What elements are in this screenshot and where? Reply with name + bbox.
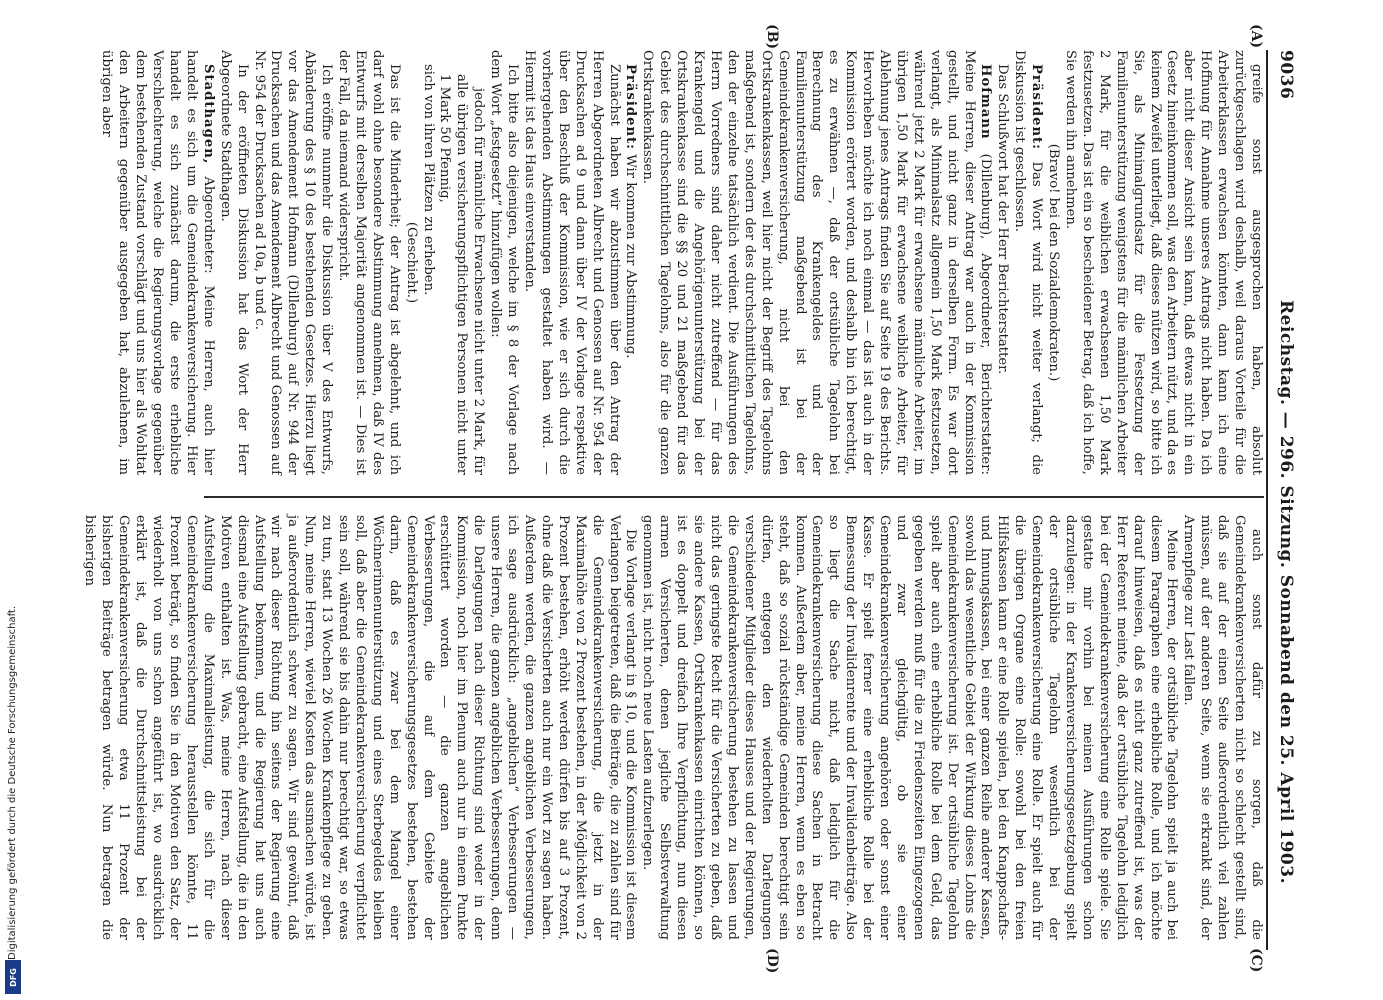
header-rule <box>1266 50 1268 950</box>
paragraph: Das ist die Minderheit; der Antrag ist abgelehnt, und ich darf wohl ohne besondere Abstimmung annehmen, daß IV des Entwurfs mit derselben Majorität angenommen ist. — Dies ist der Fall, da niemand widerspricht. <box>336 50 402 475</box>
right-column <box>82 515 1264 940</box>
margin-marker-b: (B) <box>764 24 780 50</box>
paragraph: Ich bitte also diejenigen, welche im § 8 der Vorlage nach dem Wort „festgesetzt“ hinzufügen wollen: <box>488 50 521 475</box>
paragraph: Zunächst haben wir abzustimmen über den Antrag der Herren Abgeordneten Albrecht und Genossen auf Nr. 954 der Drucksachen ad 9 und dann über IV der Vorlage respektive über den Beschluß der Kommission, wie er sich durch die vorhergehenden Abstimmungen gestaltet haben wird. — Hiermit ist das Haus einverstanden. <box>522 50 622 475</box>
paragraph: Die Vorlage verlangt in § 10, und die Kommission ist diesem Verlangen beigetreten, daß die Beiträge, die zu zahlen sind für die Gemeindekrankenversicherung, die jetzt in der Maximalhöhe von 2 Prozent bestehen, in der Möglichkeit von 2 Prozent bestehen, erhöht werden dürfen bis auf 3 Prozent, ohne daß die Versicherten auch nur ein Wort zu sagen haben. Außerdem werden, die ganzen angeblichen Verbesserungen, ich sage ausdrücklich: „angeblichen“ Verbesserungen — unsere Herren, die ganzen angeblichen Verbesserungen, denn die Darlegungen nach dieser Richtung sind weder in der Kommission, noch hier im Plenum auch nur in einem Punkte erschüttert worden — die ganzen angeblichen Verbesserungen, die auf dem Gebiete der Gemeindekrankenversicherungsgesetzes bestehen, bestehen darin, daß es zwar bei dem Mangel einer Wöchnerinnenunterstützung und eines Sterbegeldes bleiben soll, daß aber die Gemeindekrankenversicherung verpflichtet sein soll, während sie bis dahin nur berechtigt war, so etwas zu tun, statt 13 Wochen 26 Wochen Krankenpflege zu geben. Nun, meine Herren, wieviel Kosten das ausmachen würde, ist ja außerordentlich schwer zu sagen. Wir sind gewöhnt, daß wir nach dieser Richtung hin seitens der Regierung eine Aufstellung bekommen, und die Regierung hat uns auch diesmal eine Aufstellung gebracht, eine Aufstellung, die in den Motiven enthalten ist. Was, meine Herren, nach dieser Aufstellung die Maximalleistung, die sich für die Gemeindekrankenversicherung herausstellen könnte, 11 Prozent beträgt, so finden Sie in den Motiven den Satz, der wiederholt von uns schon angeführt ist, wo ausdrücklich erklärt ist, daß die Durchschnittsleistung bei der Gemeindekrankenversicherung etwa 11 Prozent der bisherigen Beiträge betragen würde. Nun betragen die bisherigen <box>82 515 639 940</box>
paragraph <box>97 50 215 475</box>
procedural-note: (Geschieht.) <box>403 221 419 304</box>
digitization-sidebar <box>5 0 21 1000</box>
speech-text: Abgeordneter: Meine Herren, auch hier handelt es sich um die Gemeindekrankenversicherung. Hier handelt es sich zunächst darum, die erste erhebliche Verschlechterung, welche die Regierungsvorlage gegenüber dem bestehenden Zustand vorschlägt und uns hier als Wohltat den Arbeitern gegenüber ausgegeben hat, abzulehnen, im übrigen aber <box>99 50 216 475</box>
speaker-name: Hofmann <box>978 64 994 140</box>
applause-note: (Bravo! bei den Sozialdemokraten.) <box>1046 143 1062 382</box>
speech-text: (Dillenburg), Abgeordneter, Berichterstatter: Meine Herren, dieser Antrag war auch in der Kommission gestellt, und nicht ganz in derselben Form. Es war dort verlangt, als Minimalsatz allgemein 1,50 Mark festzusetzen, während jetzt 2 Mark für erwachsene männliche Arbeiter, im übrigen 1,50 Mark für erwachsene weibliche Arbeiter, für Ablehnung jenes Antrags finden Sie auf Seite 19 des Berichts. Hervorheben möchte ich noch einmal — das ist auch in der Kommission erörtert worden, und deshalb bin ich berechtigt, es zu erwähnen —, daß der ortsübliche Tagelohn bei Berechnung des Krankengeldes und der Familienunterstützung maßgebend ist bei der Gemeindekrankenversicherung, nicht bei den Ortskrankenkassen, weil hier nicht der Begriff des Tagelohns maßgebend ist, sondern der des durchschnittlichen Tagelohns, den der einzelne tatsächlich verdient. Die Ausführungen des Herrn Vorredners sind daher nicht zutreffend — für das Krankengeld und die Angehörigenunterstützung bei der Ortskrankenkasse sind die §§ 20 und 21 maßgebend für das Gebiet des durchschnittlichen Tagelohns, also für die ganzen Ortskrankenkassen. <box>640 50 994 475</box>
funding-credit: Digitalisierung gefördert durch die Deutsche Forschungsgemeinschaft. <box>7 605 18 960</box>
speech-text: Das Wort wird nicht weiter verlangt; die Diskussion ist geschlossen. <box>1012 50 1045 475</box>
margin-marker-d: (D) <box>764 948 780 974</box>
paragraph: Ich eröffne nunmehr die Diskussion über V des Entwurfs, Abänderung des § 10 des bestehenden Gesetzes. Hierzu liegt vor das Amendement Hofmann (Dillenburg) auf Nr. 944 der Drucksachen und das Amendement Albrecht und Genossen auf Nr. 954 der Drucksachen ad 10a, b und c. <box>251 50 335 475</box>
margin-marker-a: (A) <box>1248 24 1264 49</box>
document-page <box>80 24 1300 974</box>
paragraph: In der eröffneten Diskussion hat das Wort der Herr Abgeordnete Stadthagen. <box>217 50 250 475</box>
speaker-name: Präsident: <box>1029 64 1045 151</box>
paragraph <box>1010 50 1044 475</box>
speaker-name: Präsident: <box>623 64 639 151</box>
speaker-name: Stadthagen, <box>200 64 216 165</box>
speech-text: Wir kommen zur Abstimmung. <box>623 154 639 359</box>
margin-marker-c: (C) <box>1248 948 1264 973</box>
paragraph <box>638 50 993 475</box>
paragraph: greife sonst ausgesprochen haben, absolut zurückgeschlagen wird deshalb, weil daraus Vorteile für die Arbeiterklassen erwachsen könnten, dann kann ich eine Hoffnung für Annahme unseres Antrags nicht haben. Da ich aber nicht dieser Ansicht sein kann, daß etwas nicht in ein Gesetz hineinkommen soll, was den Arbeitern nützt, und da es keinem Zweifel unterliegt, daß dieses nützen wird, so bitte ich Sie, als Minimalgrundsatz für die Festsetzung der Familienunterstützung wenigstens für die männlichen Arbeiter 2 Mark, für die weiblichen erwachsenen 1,50 Mark festzusetzen. Das ist ein so bescheidener Betrag, daß ich hoffe, Sie werden ihn annehmen. <box>1063 50 1264 475</box>
paragraph: Meine Herren, der ortsübliche Tagelohn spielt ja auch bei diesem Paragraphen eine erhebliche Rolle, und ich möchte darauf hinweisen, daß es nicht ganz zutreffend ist, was der Herr Referent meinte, daß der ortsübliche Tagelohn lediglich bei der Gemeindekrankenversicherung eine Rolle spiele. Sie gestatte mir vorhin bei meinen Ausführungen schon darzulegen: in der Krankenversicherungsgesetzgebung spielt der ortsübliche Tagelohn wesentlich bei der Gemeindekrankenversicherung eine Rolle. Er spielt auch für die übrigen Organe eine Rolle: sowohl bei den freien Hilfskassen kann er eine Rolle spielen, bei den Knappschafts- und Innungskassen, bei einer ganzen Reihe anderer Kassen, sowohl das wesentliche Gebiet der Wirkung dieses Lohns die Gemeindekrankenversicherung ist. Der ortsübliche Tagelohn spielt aber auch eine erhebliche Rolle bei dem Geld, das gegeben werden muß für die zu Friedenszeiten Eingezogenen und zwar gleichgültig, ob sie einer Gemeindekrankenversicherung angehören oder sonst einer Kasse. Er spielt ferner eine erhebliche Rolle bei der Bemessung der Invalidenrente und der Invalidenbeiträge. Also so liegt die Sache nicht, daß lediglich für die Gemeindekrankenversicherung diese Sachen in Betracht kommen. Außerdem aber, meine Herren, wenn es eben so steht, daß so sozial rückständige Gemeinden berechtigt sein dürfen, entgegen den wiederholten Darlegungen verschiedener Mitglieder dieses Hauses und der Regierungen, die Gemeindekrankenversicherung bestehen zu lassen und nicht das geringste Recht für die Versicherten zu geben, daß sie andere Kassen, Ortskrankenkassen einrichten können, so ist es doppelt und dreifach Ihre Verpflichtung, nun diesen armen Versicherten, denen jegliche Selbstverwaltung genommen ist, nicht noch neue Lasten aufzuerlegen. <box>640 515 1180 940</box>
dfg-logo: DFG <box>5 960 21 994</box>
left-column <box>99 50 1264 475</box>
paragraph: auch sonst dafür zu sorgen, daß die Gemeindekrankenversicherten nicht so schlecht gestellt sind, daß sie auf der einen Seite außerordentlich viel zahlen müssen, auf der anderen Seite, wenn sie erkrankt sind, der Armenpflege zur Last fallen. <box>1181 515 1264 940</box>
quoted-amendment: jedoch für männliche Erwachsene nicht unter 2 Mark, für alle übrigen versicherungspflichtigen Personen nicht unter 1 Mark 50 Pfennig, <box>437 74 487 475</box>
page-number: 9036 <box>1276 50 1296 100</box>
paragraph: Das Schlußwort hat der Herr Berichterstatter. <box>995 64 1011 375</box>
paragraph: sich von ihren Plätzen zu erheben. <box>420 64 436 296</box>
paragraph <box>622 50 639 475</box>
page-title: Reichstag. — 296. Sitzung. Sonnabend den 25. April 1903. <box>1276 300 1296 884</box>
column-divider <box>204 496 1264 498</box>
page-header <box>1266 50 1300 950</box>
